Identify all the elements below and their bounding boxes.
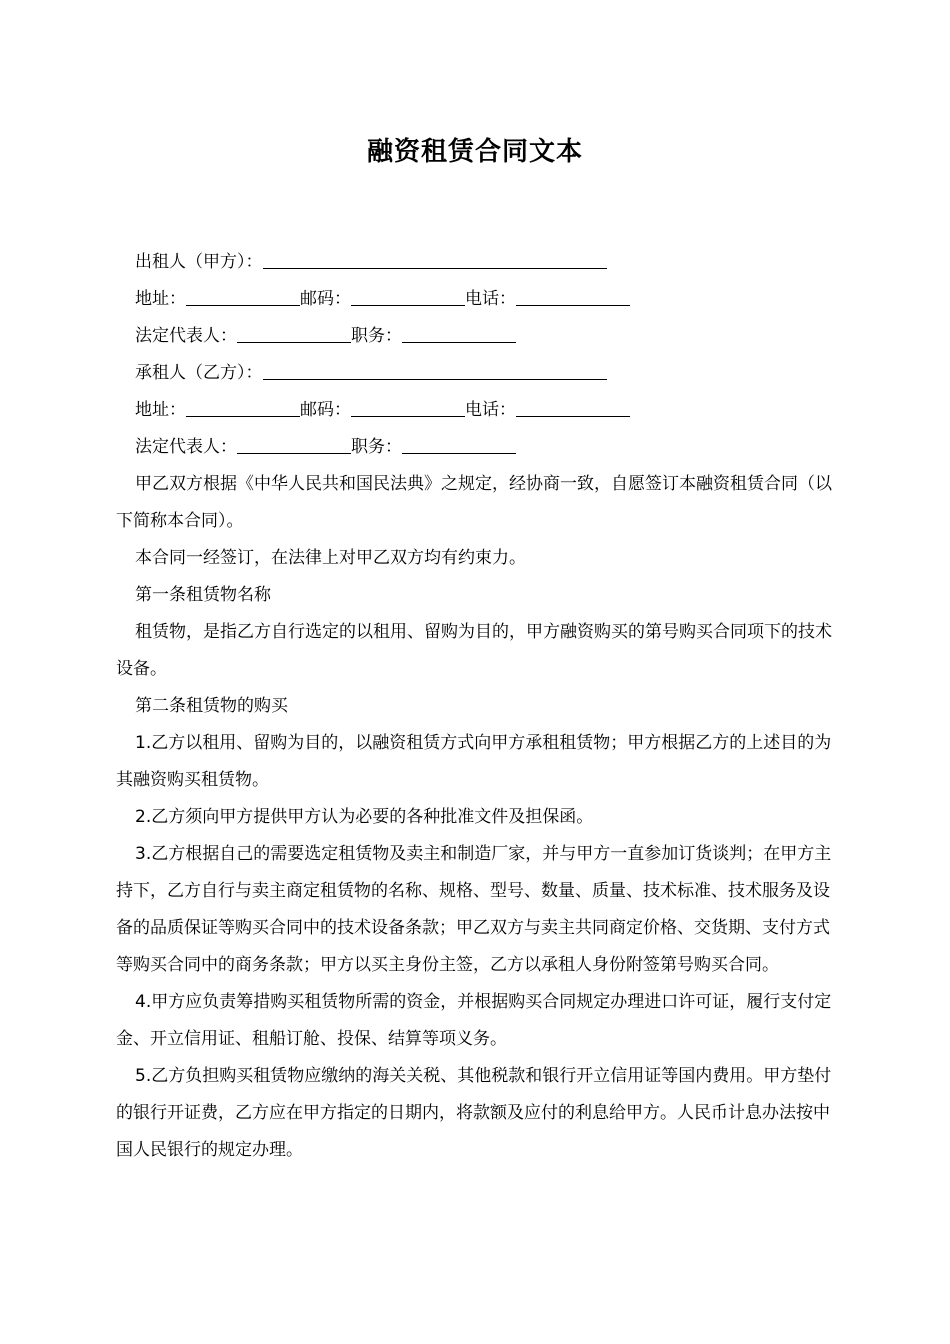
lessor-rep-line [116, 318, 846, 355]
lessee-contact-line [116, 392, 846, 429]
article2-item-1: 1.乙方以租用、留购为目的，以融资租赁方式向甲方承租租赁物；甲方根据乙方的上述目的为其融资购买租赁物。 [116, 733, 832, 790]
lessee-address-label: 地址： [135, 400, 186, 420]
lessee-phone-label: 电话： [465, 400, 516, 420]
lessee-rep-line [116, 429, 846, 466]
article2-item-4: 4.甲方应负责筹措购买租赁物所需的资金，并根据购买合同规定办理进口许可证，履行支付定金、开立信用证、租船订舱、投保、结算等项义务。 [116, 992, 832, 1049]
contract-body [116, 244, 846, 1169]
lessor-rep-blank [237, 320, 351, 343]
lessor-label: 出租人（甲方）： [135, 252, 263, 272]
lessee-line [116, 355, 846, 392]
article2-item-5: 5.乙方负担购买租赁物应缴纳的海关关税、其他税款和银行开立信用证等国内费用。甲方垫付的银行开证费，乙方应在甲方指定的日期内，将款额及应付的利息给甲方。人民币计息办法按中国人民银行的规定办理。 [116, 1066, 832, 1160]
lessor-address-label: 地址： [135, 289, 186, 309]
lessor-phone-blank [516, 283, 630, 306]
article1-heading: 第一条租赁物名称 [135, 585, 271, 605]
lessor-postcode-blank [351, 283, 465, 306]
lessor-name-blank [263, 246, 607, 269]
article1-text: 租赁物，是指乙方自行选定的以租用、留购为目的，甲方融资购买的第号购买合同项下的技术设备。 [116, 622, 832, 679]
lessee-name-blank [263, 357, 607, 380]
lessor-position-label: 职务： [351, 326, 402, 346]
document-title: 融资租赁合同文本 [366, 137, 583, 167]
lessee-phone-blank [516, 394, 630, 417]
lessor-address-blank [186, 283, 300, 306]
lessee-position-label: 职务： [351, 437, 402, 457]
lessor-phone-label: 电话： [465, 289, 516, 309]
article2-item-3: 3.乙方根据自己的需要选定租赁物及卖主和制造厂家，并与甲方一直参加订货谈判；在甲方主持下，乙方自行与卖主商定租赁物的名称、规格、型号、数量、质量、技术标准、技术服务及设备的品质保证等购买合同中的技术设备条款；甲乙双方与卖主共同商定价格、交货期、支付方式等购买合同中的商务条款；甲方以买主身份主签，乙方以承租人身份附签第号购买合同。 [116, 844, 832, 975]
lessee-address-blank [186, 394, 300, 417]
lessor-position-blank [402, 320, 516, 343]
lessee-rep-label: 法定代表人： [135, 437, 237, 457]
lessee-postcode-label: 邮码： [300, 400, 351, 420]
lessor-contact-line [116, 281, 846, 318]
lessor-postcode-label: 邮码： [300, 289, 351, 309]
article2-heading: 第二条租赁物的购买 [135, 696, 288, 716]
lessee-postcode-blank [351, 394, 465, 417]
preamble-paragraph: 甲乙双方根据《中华人民共和国民法典》之规定，经协商一致，自愿签订本融资租赁合同（以下简称本合同）。 [116, 474, 832, 531]
article2-item-2: 2.乙方须向甲方提供甲方认为必要的各种批准文件及担保函。 [135, 807, 594, 827]
binding-paragraph: 本合同一经签订，在法律上对甲乙双方均有约束力。 [135, 548, 526, 568]
lessor-line [116, 244, 846, 281]
lessee-rep-blank [237, 431, 351, 454]
lessee-position-blank [402, 431, 516, 454]
lessee-label: 承租人（乙方）： [135, 363, 263, 383]
lessor-rep-label: 法定代表人： [135, 326, 237, 346]
